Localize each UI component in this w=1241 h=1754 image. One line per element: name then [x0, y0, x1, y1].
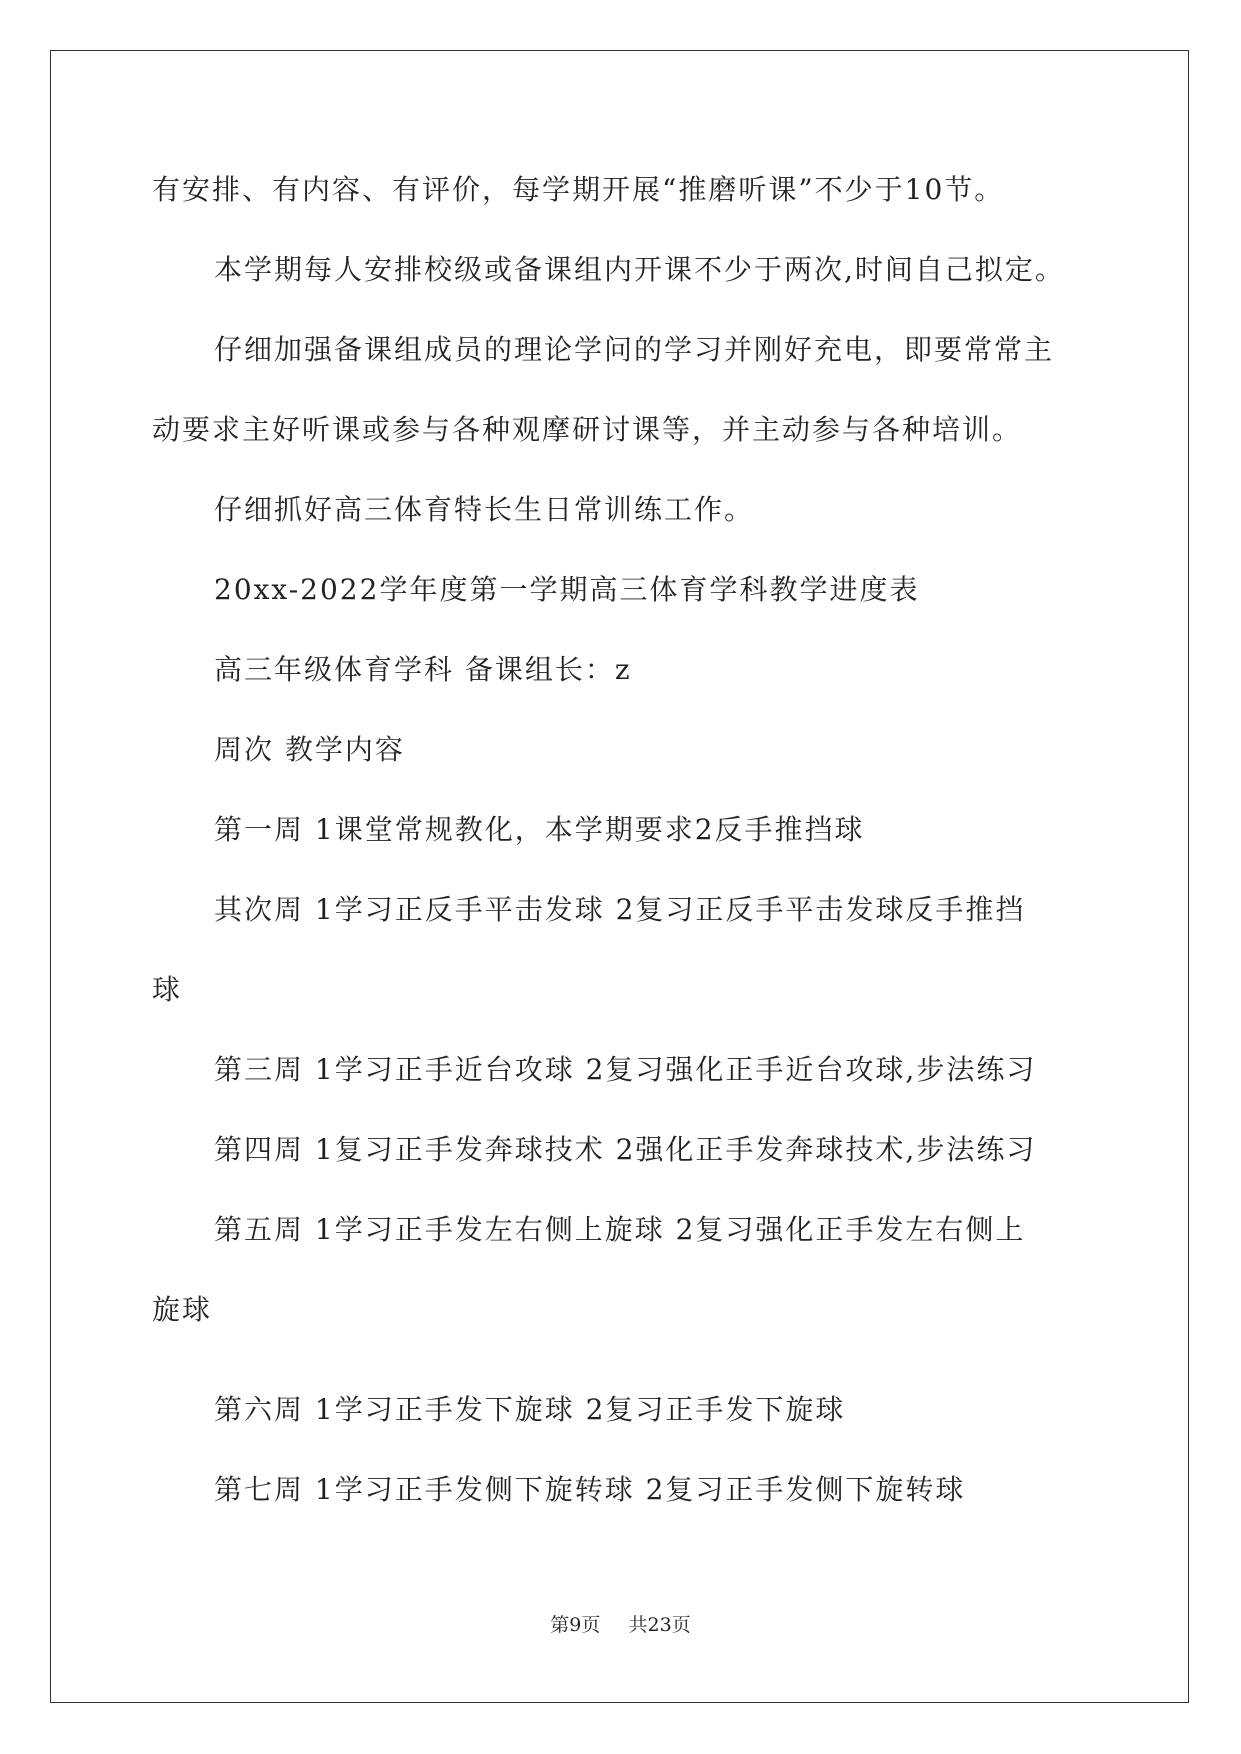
week-row-6: 第六周 1学习正手发下旋球 2复习正手发下旋球: [214, 1393, 846, 1426]
week-row-5-cont: 旋球: [152, 1293, 213, 1326]
page-frame: [50, 50, 1189, 1703]
week-row-2-cont: 球: [152, 973, 183, 1006]
text-line-1: 有安排、有内容、有评价，每学期开展“推磨听课”不少于10节。: [152, 173, 1005, 206]
page-footer: [0, 1612, 1241, 1638]
current-page-number: 第9页: [550, 1614, 601, 1636]
week-row-5: 第五周 1学习正手发左右侧上旋球 2复习强化正手发左右侧上: [214, 1213, 1026, 1246]
total-page-count: 共23页: [628, 1614, 691, 1636]
table-title: 20xx-2022学年度第一学期高三体育学科教学进度表: [214, 573, 920, 606]
text-line-5: 仔细抓好高三体育特长生日常训练工作。: [214, 493, 755, 526]
text-line-2: 本学期每人安排校级或备课组内开课不少于两次,时间自己拟定。: [214, 253, 1065, 286]
text-line-4: 动要求主好听课或参与各种观摩研讨课等，并主动参与各种培训。: [152, 413, 1023, 446]
table-header: 周次 教学内容: [214, 733, 405, 766]
week-row-3: 第三周 1学习正手近台攻球 2复习强化正手近台攻球,步法练习: [214, 1053, 1037, 1086]
text-line-3: 仔细加强备课组成员的理论学问的学习并刚好充电，即要常常主: [214, 333, 1055, 366]
week-row-2: 其次周 1学习正反手平击发球 2复习正反手平击发球反手推挡: [214, 893, 1026, 926]
week-row-4: 第四周 1复习正手发奔球技术 2强化正手发奔球技术,步法练习: [214, 1133, 1037, 1166]
week-row-7: 第七周 1学习正手发侧下旋转球 2复习正手发侧下旋转球: [214, 1473, 966, 1506]
week-row-1: 第一周 1课堂常规教化，本学期要求2反手推挡球: [214, 813, 865, 846]
subject-info: 高三年级体育学科 备课组长：z: [214, 653, 632, 686]
